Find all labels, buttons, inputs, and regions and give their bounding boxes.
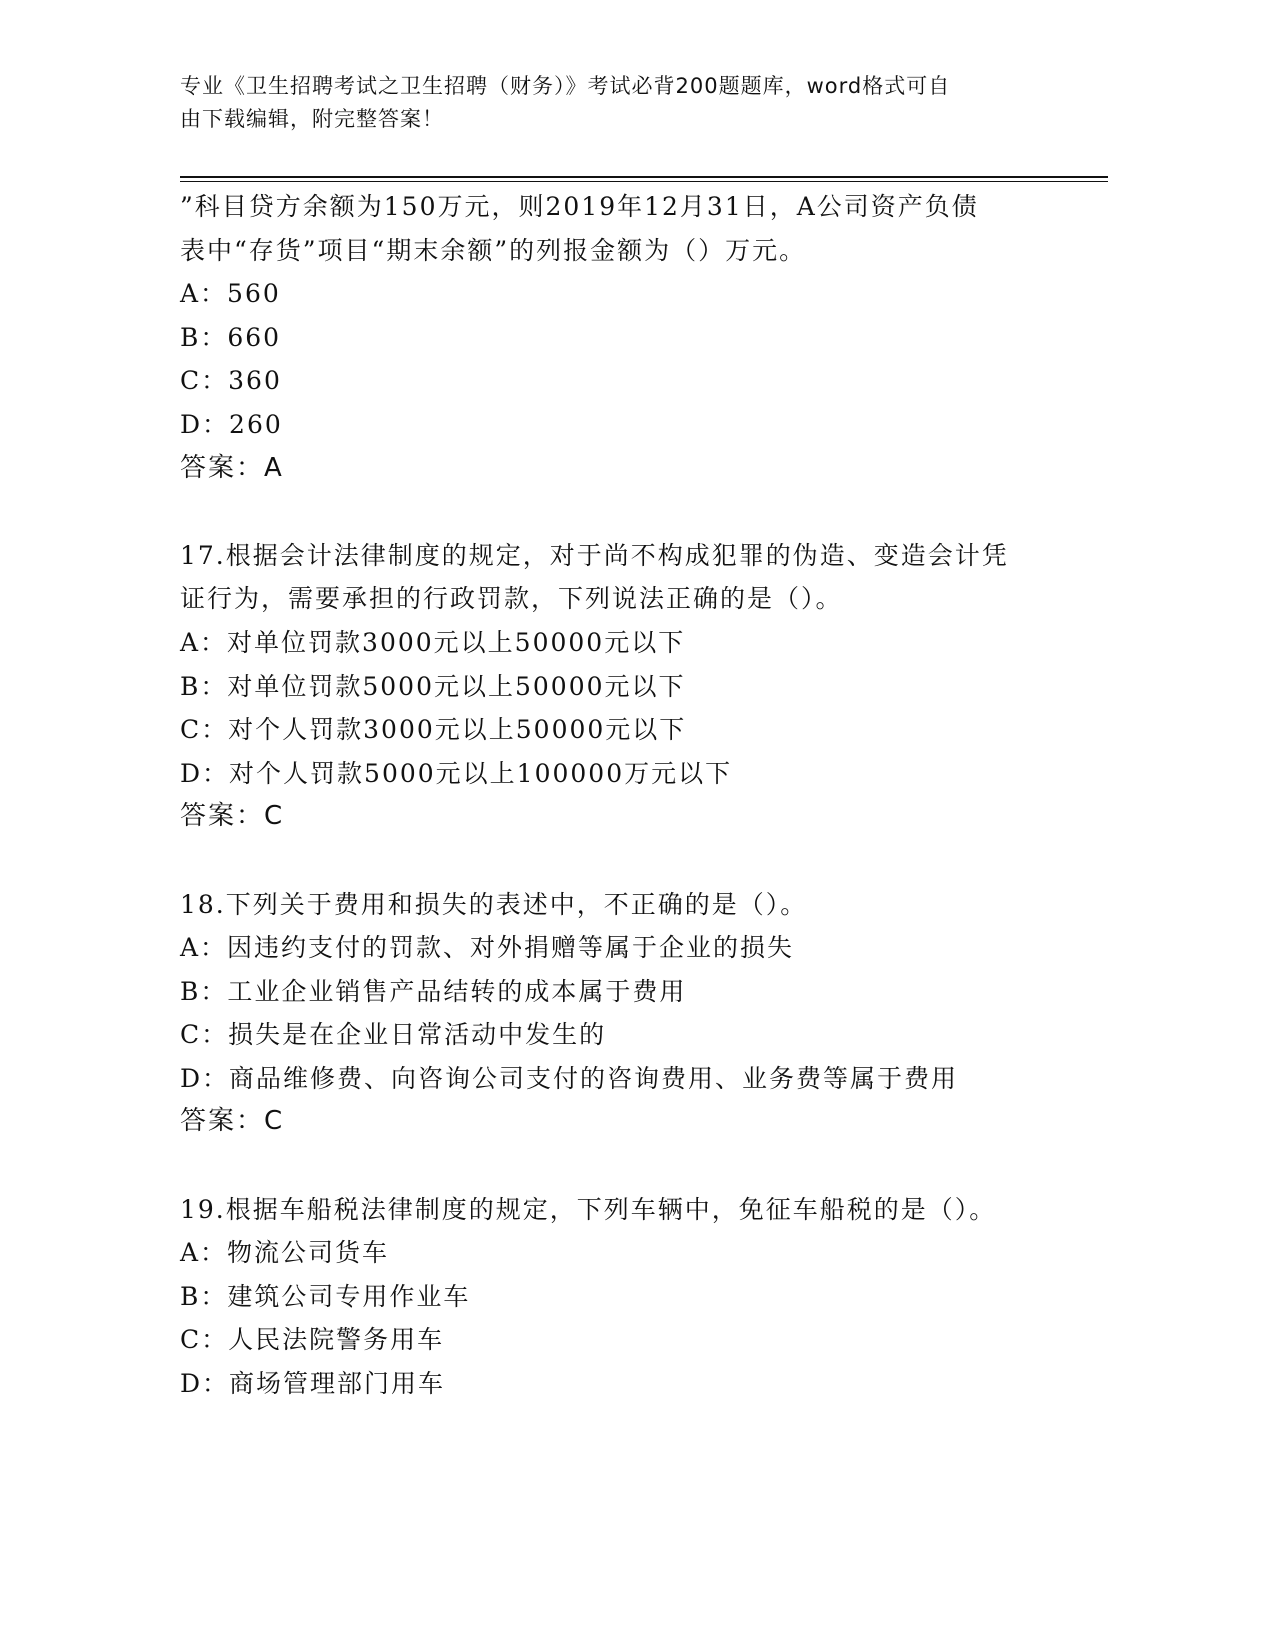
spacer <box>180 1144 1060 1188</box>
header-line-2: 由下载编辑，附完整答案！ <box>180 107 444 131</box>
question-stem-line: 17.根据会计法律制度的规定，对于尚不构成犯罪的伪造、变造会计凭 <box>180 540 1009 570</box>
spacer <box>180 490 1060 534</box>
question-stem-line: 证行为，需要承担的行政罚款，下列说法正确的是（）。 <box>180 584 843 614</box>
answer-line: 答案：C <box>180 801 285 832</box>
spacer <box>180 839 1060 883</box>
option-d: D：商品维修费、向咨询公司支付的咨询费用、业务费等属于费用 <box>180 1063 959 1093</box>
answer-line: 答案：A <box>180 452 284 483</box>
header-line-1: 专业《卫生招聘考试之卫生招聘（财务）》考试必背200题题库，word格式可自 <box>180 74 951 98</box>
option-b: B：对单位罚款5000元以上50000元以下 <box>180 671 686 701</box>
option-c: C：人民法院警务用车 <box>180 1325 445 1355</box>
question-16-continuation <box>180 185 1060 490</box>
question-list <box>180 185 1060 1406</box>
option-b: B：工业企业销售产品结转的成本属于费用 <box>180 976 687 1006</box>
option-c: C：360 <box>180 366 282 396</box>
option-b: B：建筑公司专用作业车 <box>180 1281 471 1311</box>
option-d: D：对个人罚款5000元以上100000万元以下 <box>180 758 733 788</box>
option-a: A：560 <box>180 279 281 309</box>
option-d: D：商场管理部门用车 <box>180 1369 446 1399</box>
document-header <box>180 70 1040 136</box>
question-17 <box>180 534 1060 839</box>
question-stem-line: 19.根据车船税法律制度的规定，下列车辆中，免征车船税的是（）。 <box>180 1194 997 1224</box>
question-19 <box>180 1188 1060 1406</box>
option-c: C：对个人罚款3000元以上50000元以下 <box>180 715 687 745</box>
option-b: B：660 <box>180 322 282 352</box>
option-a: A：对单位罚款3000元以上50000元以下 <box>180 627 686 657</box>
question-18 <box>180 883 1060 1145</box>
question-stem-line: 18.下列关于费用和损失的表述中，不正确的是（）。 <box>180 889 808 919</box>
option-a: A：因违约支付的罚款、对外捐赠等属于企业的损失 <box>180 933 795 963</box>
question-stem-line: ”科目贷方余额为150万元，则2019年12月31日，A公司资产负债 <box>180 192 979 221</box>
option-a: A：物流公司货车 <box>180 1238 390 1268</box>
header-rule-thin <box>180 181 1108 182</box>
question-stem-line: 表中“存货”项目“期末余额”的列报金额为（）万元。 <box>180 235 807 265</box>
header-rule-thick <box>180 176 1108 178</box>
answer-line: 答案：C <box>180 1106 285 1137</box>
option-d: D：260 <box>180 409 283 439</box>
option-c: C：损失是在企业日常活动中发生的 <box>180 1020 607 1050</box>
